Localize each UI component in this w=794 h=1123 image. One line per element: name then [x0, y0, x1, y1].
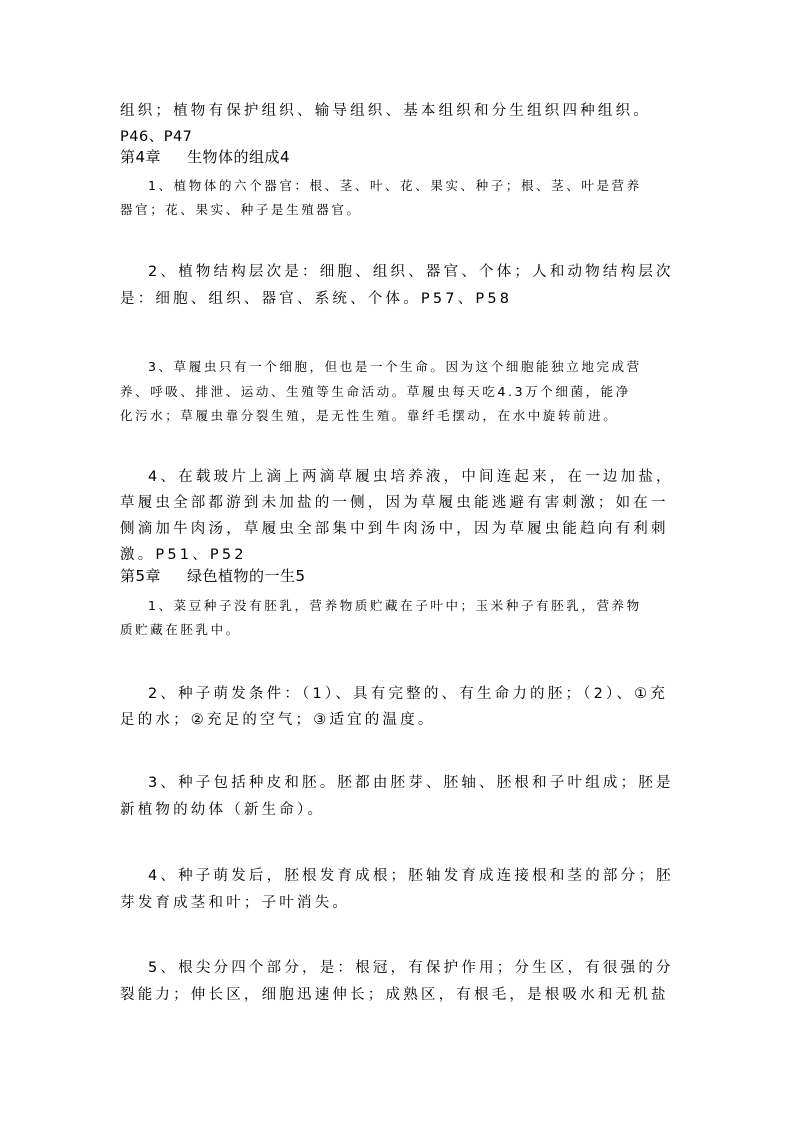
text-line: 组织；植物有保护组织、输导组织、基本组织和分生组织四种组织。: [120, 103, 651, 119]
text-line: 新植物的幼体（新生命）。: [120, 802, 326, 818]
text-line: 质贮藏在胚乳中。: [120, 622, 241, 637]
text-line: 激。P51、P52: [120, 547, 247, 563]
text-line: 1、菜豆种子没有胚乳，营养物质贮藏在子叶中；玉米种子有胚乳，营养物: [148, 598, 642, 613]
text-line: 足的水；②充足的空气；③适宜的温度。: [120, 712, 436, 728]
text-line: 5、根尖分四个部分，是：根冠，有保护作用；分生区，有很强的分: [148, 960, 674, 976]
text-line: 化污水；草履虫靠分裂生殖，是无性生殖。靠纤毛摆动，在水中旋转前进。: [120, 408, 619, 423]
text-line: 是：细胞、组织、器官、系统、个体。P57、P58: [120, 291, 513, 307]
text-line: 侧滴加牛肉汤，草履虫全部集中到牛肉汤中，因为草履虫能趋向有利刺: [120, 521, 669, 537]
page-reference: P46、P47: [120, 129, 193, 145]
chapter-heading: [120, 147, 290, 167]
chapter-heading: [120, 566, 306, 586]
text-line: 草履虫全部都游到未加盐的一侧，因为草履虫能逃避有害刺激；如在一: [120, 495, 669, 511]
text-line: 2、植物结构层次是：细胞、组织、器官、个体；人和动物结构层次: [148, 264, 674, 280]
text-line: 芽发育成茎和叶；子叶消失。: [120, 895, 351, 911]
chapter-title: 绿色植物的一生5: [187, 567, 306, 585]
text-line: 裂能力；伸长区，细胞迅速伸长；成熟区，有根毛，是根吸水和无机盐: [120, 987, 669, 1003]
chapter-number: 第4章: [120, 148, 162, 166]
text-line: 4、在载玻片上滴上两滴草履虫培养液，中间连起来，在一边加盐，: [148, 469, 674, 485]
chapter-title: 生物体的组成4: [187, 148, 291, 166]
text-line: 4、种子萌发后，胚根发育成根；胚轴发育成连接根和茎的部分；胚: [148, 868, 674, 884]
chapter-number: 第5章: [120, 567, 162, 585]
text-line: 3、种子包括种皮和胚。胚都由胚芽、胚轴、胚根和子叶组成；胚是: [148, 775, 674, 791]
text-line: 1、植物体的六个器官：根、茎、叶、花、果实、种子；根、茎、叶是营养: [148, 178, 642, 193]
text-line: 养、呼吸、排泄、运动、生殖等生命活动。草履虫每天吃4.3万个细菌，能净: [120, 384, 631, 399]
text-line: 器官；花、果实、种子是生殖器官。: [120, 202, 362, 217]
text-line: 2、种子萌发条件：（1）、具有完整的、有生命力的胚；（2）、①充: [148, 686, 669, 702]
text-line: 3、草履虫只有一个细胞，但也是一个生命。因为这个细胞能独立地完成营: [148, 359, 642, 374]
